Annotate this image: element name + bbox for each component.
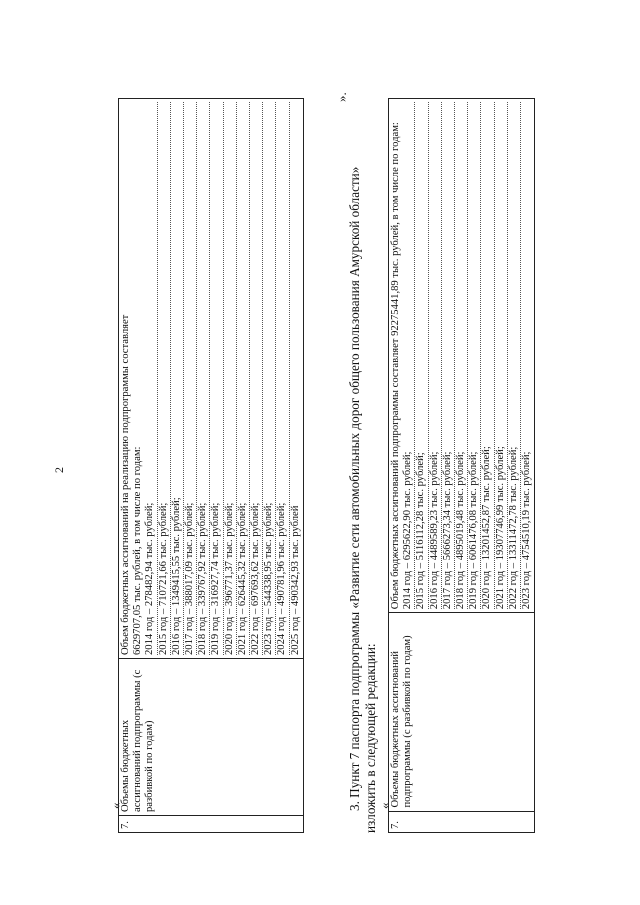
paragraph-line-1: 3. Пункт 7 паспорта подпрограммы «Развитие сети автомобильных дорог общего пользования Амурской области» xyxy=(347,166,362,811)
table2-line: 2015 год – 5116112,28 тыс. рублей; xyxy=(415,102,428,609)
table1-line: 2014 год – 278482,94 тыс. рублей; xyxy=(144,102,157,655)
table1-line: 2019 год – 316927,74 тыс. рублей; xyxy=(210,102,223,655)
table1-line: 2025 год – 490342,93 тыс. рублей xyxy=(289,505,301,655)
table2-line: 2017 год – 5666273,34 тыс. рублей; xyxy=(442,102,455,609)
table1-line: 2017 год – 388017,09 тыс. рублей; xyxy=(184,102,197,655)
table2-line: Объем бюджетных ассигнований подпрограммы составляет 92275441,89 тыс. рублей, в том числе по годам: xyxy=(390,122,401,610)
table2-item-number: 7. xyxy=(389,811,535,832)
table1-line: 2024 год – 490781,96 тыс. рублей; xyxy=(276,102,289,655)
table2 xyxy=(388,98,535,833)
table2-line: 2023 год – 4754510,19 тыс. рублей; xyxy=(521,451,533,610)
table1-label: Объемы бюджетных ассигнований подпрограммы (с разбивкой по годам) xyxy=(119,659,304,816)
table1-item-number: 7. xyxy=(119,816,304,833)
table2-values xyxy=(389,99,535,613)
table2-line: 2022 год – 13311472,78 тыс. рублей; xyxy=(508,102,521,609)
table2-open-quote: « xyxy=(377,802,392,809)
table2-line: 2018 год – 4895019,48 тыс. рублей; xyxy=(455,102,468,609)
table1-close-quote: ». xyxy=(334,92,349,102)
table1-open-quote: « xyxy=(108,802,123,809)
table2-line: 2020 год – 13201452,87 тыс. рублей; xyxy=(481,102,494,609)
table1-line: 2022 год – 697693,62 тыс. рублей; xyxy=(250,102,263,655)
table1-line: 2023 год – 544338,95 тыс. рублей; xyxy=(263,102,276,655)
table1-line: 2020 год – 396771,37 тыс. рублей; xyxy=(224,102,237,655)
table1-line: Объем бюджетных ассигнований на реализацию подпрограммы составляет xyxy=(120,314,131,655)
table1-line: 2015 год – 710721,66 тыс. рублей; xyxy=(158,102,171,655)
table1-line: 6629707,05 тыс. рублей, в том числе по годам: xyxy=(132,446,144,655)
table1-values xyxy=(119,99,304,659)
table2-row xyxy=(389,99,535,833)
page-number: 2 xyxy=(52,467,66,473)
table2-line: 2021 год – 19307746,99 тыс. рублей; xyxy=(495,102,508,609)
table1-row xyxy=(119,99,304,833)
table2-line: 2014 год – 6295622,90 тыс. рублей; xyxy=(402,102,415,609)
table2-line: 2016 год – 4489589,23 тыс. рублей; xyxy=(429,102,442,609)
table1 xyxy=(118,98,304,833)
table2-label: Объемы бюджетных ассигнований подпрограммы (с разбивкой по годам) xyxy=(389,613,535,811)
table1-line: 2021 год – 626445,32 тыс. рублей; xyxy=(237,102,250,655)
table1-line: 2018 год – 339767,92 тыс. рублей; xyxy=(197,102,210,655)
table1-line: 2016 год – 1349415,55 тыс. рублей; xyxy=(171,102,184,655)
paragraph-line-2: изложить в следующей редакции: xyxy=(363,643,378,833)
table2-line: 2019 год – 6061476,08 тыс. рублей; xyxy=(468,102,481,609)
